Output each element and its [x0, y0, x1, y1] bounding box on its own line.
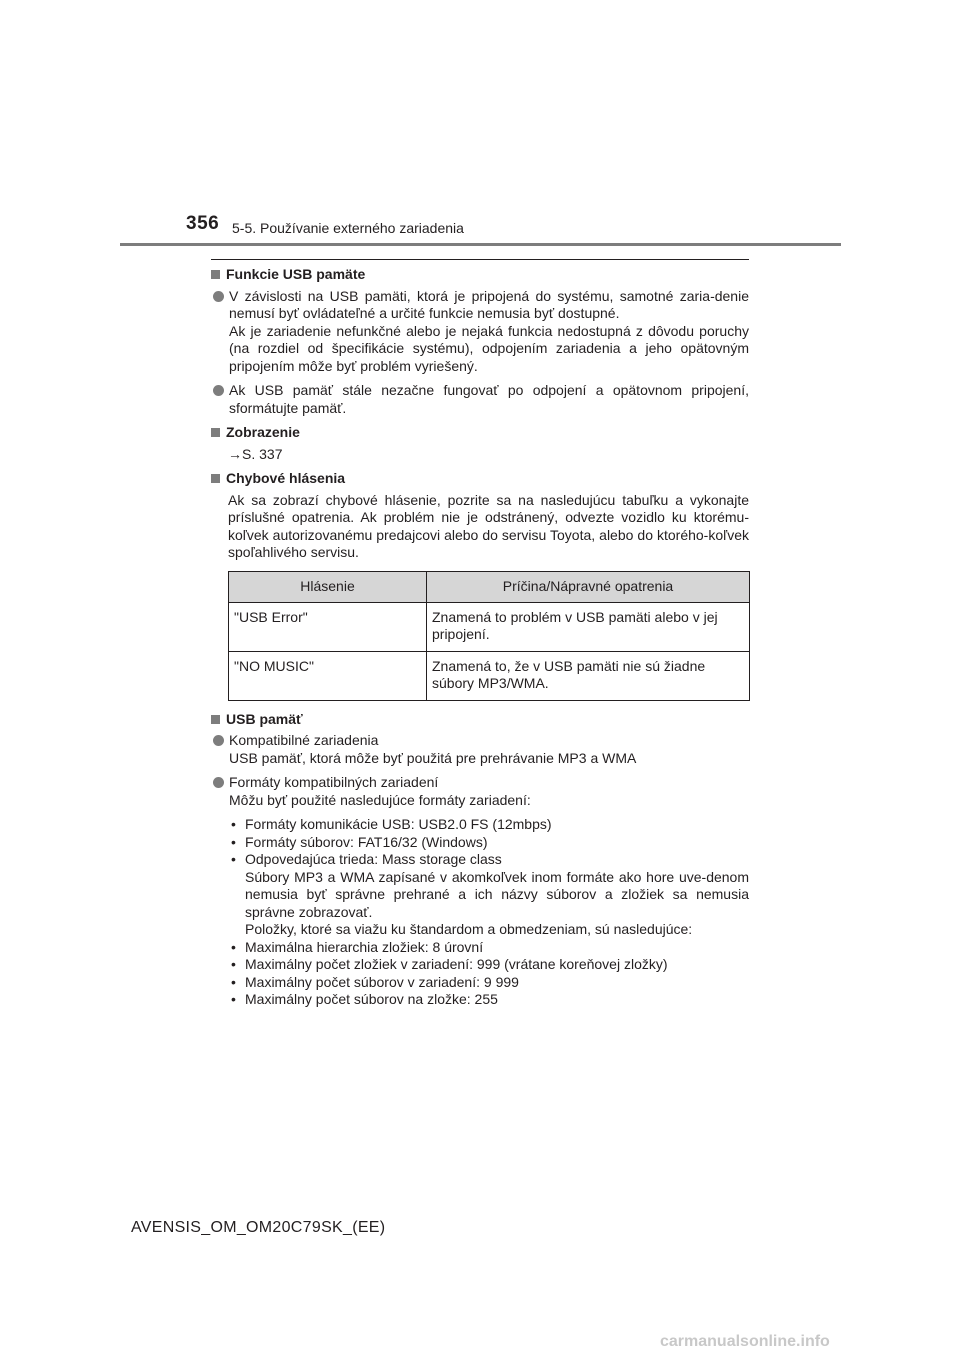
table-header-row	[229, 571, 750, 602]
bullet-usb-format	[211, 382, 749, 417]
document-code: AVENSIS_OM_OM20C79SK_(EE)	[131, 1219, 386, 1236]
list-item: • Maximálny počet súborov v zariadení: 9 999	[231, 973, 519, 990]
table-header-message: Hlásenie	[229, 571, 427, 602]
table-row	[229, 651, 750, 700]
watermark: carmanualsonline.info	[660, 1333, 830, 1350]
page-number: 356	[186, 213, 220, 234]
table-cell-cause: Znamená to problém v USB pamäti alebo v jej pripojení.	[427, 602, 750, 651]
format-list	[229, 816, 749, 1009]
error-intro-text: Ak sa zobrazí chybové hlásenie, pozrite sa na nasledujúcu tabuľku a vykonajte príslušné opatrenia. Ak problém nie je odstránený, odvezte vozidlo ku ktorému-koľvek autorizovanému predajcovi alebo do servisu Toyota, alebo do ktorého-koľvek spoľahlivého servisu.	[228, 491, 749, 560]
circle-bullet-icon	[213, 385, 224, 396]
heading-error-messages: Chybové hlásenia	[211, 470, 749, 488]
bullet-text: V závislosti na USB pamäti, ktorá je pripojená do systému, samotné zaria-denie nemusí byť ovládateľné a určité funkcie nemusia byť dostupné.	[229, 287, 749, 321]
square-bullet-icon	[211, 428, 220, 437]
page-reference-link[interactable]: →S. 337	[228, 445, 283, 462]
section-title: 5-5. Používanie externého zariadenia	[232, 220, 464, 236]
bullet-text: Ak USB pamäť stále nezačne fungovať po odpojení a opätovnom pripojení, sformátujte pamäť.	[229, 382, 749, 416]
list-item: • Maximálna hierarchia zložiek: 8 úrovní	[231, 938, 484, 955]
bullet-title: Formáty kompatibilných zariadení	[229, 774, 439, 790]
table-cell-cause: Znamená to, že v USB pamäti nie sú žiadne súbory MP3/WMA.	[427, 651, 750, 700]
table-cell-message: "NO MUSIC"	[229, 651, 427, 700]
table-header-cause: Príčina/Nápravné opatrenia	[427, 571, 750, 602]
table-cell-message: "USB Error"	[229, 602, 427, 651]
bullet-text: Môžu byť použité nasledujúce formáty zariadení:	[229, 791, 531, 808]
list-item: • Maximálny počet súborov na zložke: 255	[231, 991, 498, 1007]
heading-usb-functions: Funkcie USB pamäte	[211, 266, 749, 284]
list-item: • Formáty súborov: FAT16/32 (Windows)	[231, 833, 488, 850]
list-item: • Odpovedajúca trieda: Mass storage class Súbory MP3 a WMA zapísané v akomkoľvek inom formáte ako hore uve-denom nemusia byť správne prehrané a ich názvy súborov a zložiek sa nemusia správne zobrazovať. Položky, ktoré sa viažu ku štandardom a obmedzeniam, sú nasledujúce:	[231, 851, 749, 937]
bullet-text: USB pamäť, ktorá môže byť použitá pre prehrávanie MP3 a WMA	[229, 749, 637, 766]
bullet-text: Ak je zariadenie nefunkčné alebo je nejaká funkcia nedostupná z dôvodu poruchy (na rozdiel od špecifikácie systému), odpojením zariadenia a jeho opätovným pripojením môže byť problém vyriešený.	[229, 322, 749, 374]
bullet-compatible-formats	[211, 774, 749, 1009]
content-divider	[211, 259, 749, 260]
circle-bullet-icon	[213, 291, 224, 302]
table-row	[229, 602, 750, 651]
bullet-usb-compatibility	[211, 288, 749, 376]
square-bullet-icon	[211, 474, 220, 483]
heading-usb-memory: USB pamäť	[211, 711, 749, 729]
list-item: • Formáty komunikácie USB: USB2.0 FS (12mbps)	[231, 816, 552, 832]
error-message-table	[228, 571, 750, 701]
header-divider	[120, 243, 841, 246]
page-content	[211, 266, 749, 1016]
heading-display: Zobrazenie	[211, 424, 749, 442]
square-bullet-icon	[211, 270, 220, 279]
bullet-compatible-devices	[211, 732, 749, 767]
class-note: Súbory MP3 a WMA zapísané v akomkoľvek inom formáte ako hore uve-denom nemusia byť správne prehrané a ich názvy súborov a zložiek sa nemusia správne zobrazovať.	[245, 868, 749, 920]
circle-bullet-icon	[213, 777, 224, 788]
class-note: Položky, ktoré sa viažu ku štandardom a obmedzeniam, sú nasledujúce:	[245, 921, 693, 937]
list-item: • Maximálny počet zložiek v zariadení: 999 (vrátane koreňovej zložky)	[231, 956, 668, 972]
circle-bullet-icon	[213, 735, 224, 746]
bullet-title: Kompatibilné zariadenia	[229, 732, 379, 748]
square-bullet-icon	[211, 715, 220, 724]
